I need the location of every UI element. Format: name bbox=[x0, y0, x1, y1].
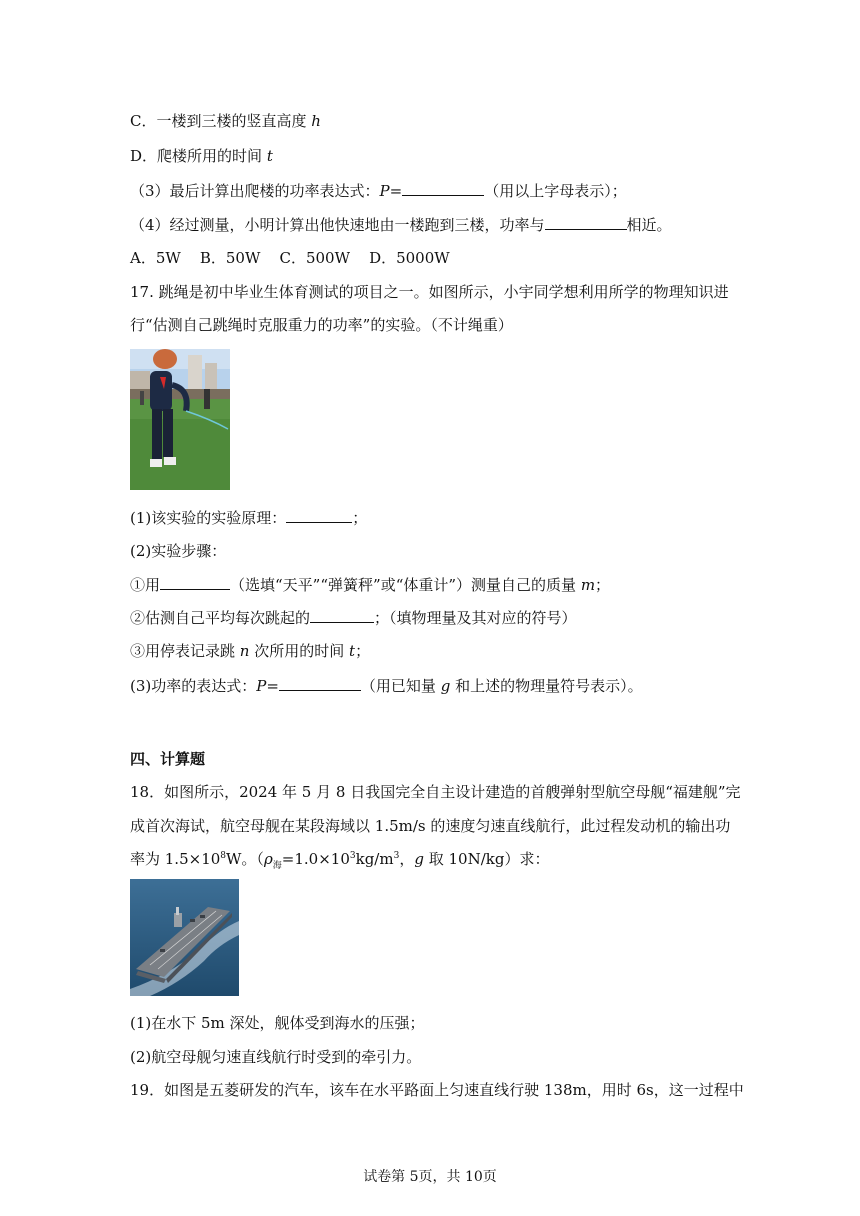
q16-choices: A．5W B．50W C．500W D．5000W bbox=[130, 249, 450, 267]
q17-step1: ①用 （选填“天平”“弹簧秤”或“体重计”）测量自己的质量 m； bbox=[130, 573, 610, 596]
q17-stem-line2: 行“估测自己跳绳时克服重力的功率”的实验。（不计绳重） bbox=[130, 316, 513, 334]
q17-stem-line1: 17. 跳绳是初中毕业生体育测试的项目之一。如图所示，小宇同学想利用所学的物理知识进 bbox=[130, 283, 729, 301]
q16-option-d: D．爬楼所用的时间 t bbox=[130, 147, 273, 165]
q16-option-c: C．一楼到三楼的竖直高度 h bbox=[130, 112, 321, 130]
q16-step4: （4）经过测量，小明计算出他快速地由一楼跑到三楼，功率与 相近。 bbox=[130, 213, 672, 236]
q17-part1: (1)该实验的实验原理： ； bbox=[130, 506, 367, 529]
q18-stem-line2: 成首次海试，航空母舰在某段海域以 1.5m/s 的速度匀速直线航行，此过程发动机的输出功 bbox=[130, 817, 731, 835]
answer-blank[interactable] bbox=[402, 179, 484, 196]
q18-stem-line3: 率为 $1.5\times 10^8W$。（$\rho_海=1.0\times 10^3kg/m^3$，g 取 10N/kg）求： bbox=[130, 850, 550, 871]
q17-part3: (3)功率的表达式：P= （用已知量 g 和上述的物理量符号表示）。 bbox=[130, 674, 643, 697]
q16-step3: （3）最后计算出爬楼的功率表达式：P= （用以上字母表示）； bbox=[130, 179, 627, 202]
jump-rope-photo-svg bbox=[130, 349, 230, 490]
q18-part1: (1)在水下 5m 深处，舰体受到海水的压强； bbox=[130, 1014, 425, 1032]
aircraft-carrier-photo-svg bbox=[130, 879, 239, 996]
jump-rope-photo bbox=[130, 349, 230, 490]
q17-part2: (2)实验步骤： bbox=[130, 542, 227, 560]
page-footer: 试卷第 5页，共 10页 bbox=[363, 1169, 497, 1185]
q17-step3: ③用停表记录跳 n 次所用的时间 t； bbox=[130, 642, 371, 660]
q18-part2: (2)航空母舰匀速直线航行时受到的牵引力。 bbox=[130, 1048, 422, 1066]
answer-blank[interactable] bbox=[310, 606, 374, 623]
answer-blank[interactable] bbox=[160, 573, 230, 590]
q18-stem-line1: 18．如图所示，2024 年 5 月 8 日我国完全自主设计建造的首艘弹射型航空母舰“福建舰”完 bbox=[130, 783, 741, 801]
aircraft-carrier-photo bbox=[130, 879, 239, 996]
answer-blank[interactable] bbox=[545, 213, 627, 230]
q19-stem-line1: 19．如图是五菱研发的汽车，该车在水平路面上匀速直线行驶 138m，用时 6s，这一过程中 bbox=[130, 1081, 744, 1099]
answer-blank[interactable] bbox=[279, 674, 361, 691]
answer-blank[interactable] bbox=[286, 506, 352, 523]
section-heading: 四、计算题 bbox=[130, 750, 206, 768]
q17-step2: ②估测自己平均每次跳起的 ；（填物理量及其对应的符号） bbox=[130, 606, 577, 629]
